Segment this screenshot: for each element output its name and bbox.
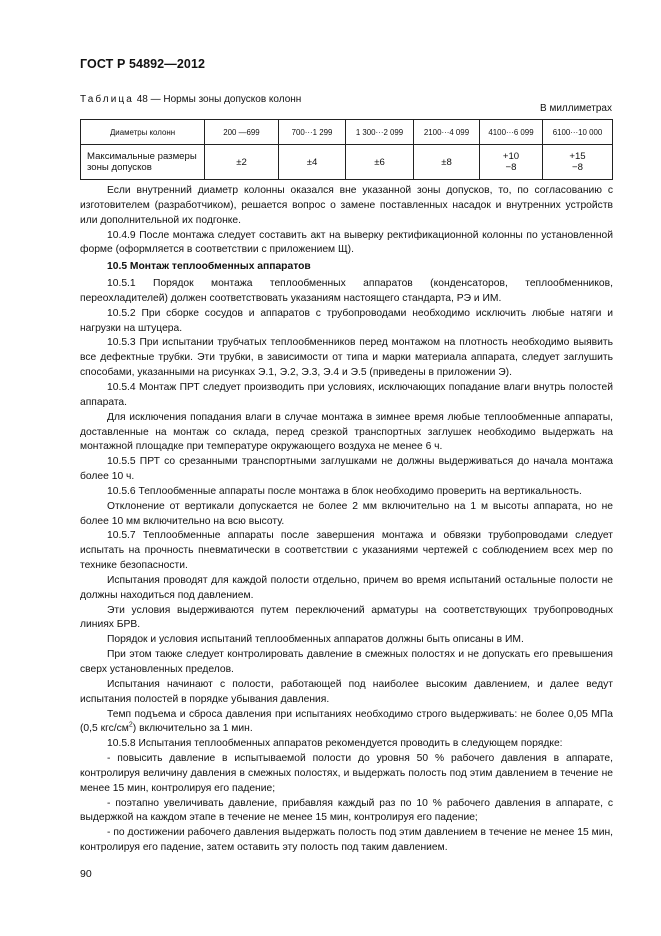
table-value-row (81, 145, 613, 180)
value-text: ±8 (441, 156, 452, 168)
paragraph: Испытания проводят для каждой полости отдельно, причем во время испытаний остальные полости не должны находиться под давлением. (80, 574, 613, 601)
value-text: −8 (505, 162, 517, 173)
paragraph: 10.5.8 Испытания теплообменных аппаратов рекомендуется проводить в следующем порядке: (107, 738, 563, 750)
paragraph-part: ) включительно за 1 мин. (132, 723, 253, 735)
list-item: - повысить давление в испытываемой полости до уровня 50 % рабочего давления в аппарате, контролируя величину давления в смежных полостях, и выдержать полость под этим давлением в течение не менее 15 мин, контролируя его падение; (80, 753, 613, 794)
list-item: - по достижении рабочего давления выдержать полость под этим давлением в течение не менее 15 мин, контролируя его падение, затем оставить эту полость под таким давлением. (80, 827, 613, 854)
paragraph: 10.4.9 После монтажа следует составить акт на выверку ректификационной колонны по установленной форме (оформляется в соответствии с приложением Щ). (80, 229, 613, 256)
value-cell (346, 145, 414, 180)
paragraph: Эти условия выдерживаются путем переключений арматуры на соответствующих трубопроводных линиях БРВ. (80, 604, 613, 631)
header-cell-range: 1 300···2 099 (346, 120, 414, 145)
paragraph: Порядок и условия испытаний теплообменных аппаратов должны быть описаны в ИМ. (107, 634, 524, 646)
paragraph: 10.5.3 При испытании трубчатых теплообменников перед монтажом на плотность необходимо выявить все дефектные трубки. Эти трубки, в зависимости от типа и марки материала аппарата, следует заглушить способами, указанными на рисунках Э.1, Э.2, Э.3, Э.4 и Э.5 (приведены в приложении Э). (80, 337, 613, 379)
value-cell (205, 145, 279, 180)
header-cell-range: 6100···10 000 (543, 120, 613, 145)
paragraph: 10.5.1 Порядок монтажа теплообменных аппаратов (конденсаторов, теплообменников, переохладителей) должен соответствовать указаниям настоящего стандарта, РЭ и ИМ. (80, 278, 613, 304)
table-caption-prefix: Таблица (80, 94, 134, 105)
value-cell (414, 145, 480, 180)
header-cell-label: Диаметры колонн (81, 120, 205, 145)
value-text: +15 (569, 151, 586, 162)
paragraph-part: Темп подъема и сброса давления при испытаниях необходимо строго выдерживать: не более 0,05 МПа (0,5 кгс/см (80, 708, 613, 735)
header-cell-range: 700···1 299 (279, 120, 346, 145)
table-units: В миллиметрах (540, 103, 612, 114)
value-text: ±4 (306, 156, 318, 168)
paragraph: Для исключения попадания влаги в случае монтажа в зимнее время любые теплообменные аппараты, доставленные на монтаж со склада, перед срезкой транспортных заглушек необходимо выдержать на монтажной площадке при температуре окружающего воздуха не менее 6 ч. (80, 411, 613, 453)
table-caption-text: 48 — Нормы зоны допусков колонн (133, 94, 302, 105)
paragraph: 10.5.5 ПРТ со срезанными транспортными заглушками не должны выдерживаться до начала монтажа более 10 ч. (80, 456, 613, 483)
paragraph: Если внутренний диаметр колонны оказался вне указанной зоны допусков, то, по согласованию с изготовителем (разработчиком), решается вопрос о замене поставленных насадок и внутренних устройств или дополнительной их подгонке. (80, 185, 613, 226)
row-label-line: зоны допусков (87, 162, 152, 173)
header-cell-range: 200 —699 (205, 120, 279, 145)
value-text: ±2 (236, 156, 247, 168)
value-cell (480, 145, 543, 180)
document-header: ГОСТ Р 54892—2012 (80, 57, 206, 71)
body-text (80, 184, 613, 856)
paragraph: Отклонение от вертикали допускается не более 2 мм включительно на 1 м высоты аппарата, но не более 10 мм включительно на всю высоту. (80, 500, 613, 527)
table-header-row (81, 120, 613, 145)
paragraph: 10.5.2 При сборке сосудов и аппаратов с трубопроводами необходимо исключить любые натяги и нагрузки на штуцера. (80, 307, 613, 334)
value-text: +10 (502, 151, 520, 162)
value-text: ±6 (374, 156, 385, 168)
paragraph: При этом также следует контролировать давление в смежных полостях и не допускать его превышения сверх установленных пределов. (80, 649, 613, 675)
header-cell-range: 2100···4 099 (414, 120, 480, 145)
paragraph: 10.5.6 Теплообменные аппараты после монтажа в блок необходимо проверить на вертикальность. (107, 485, 582, 497)
tolerance-table (80, 119, 613, 180)
section-heading: 10.5 Монтаж теплообменных аппаратов (107, 261, 311, 273)
list-item: - поэтапно увеличивать давление, прибавляя каждый раз по 10 % рабочего давления в аппарате, с выдержкой на каждом этапе в течение не менее 15 мин, контролируя его падение; (80, 797, 613, 824)
paragraph (80, 708, 613, 738)
paragraph: Испытания начинают с полости, работающей под наиболее высоким давлением, и далее ведут испытания полостей в порядке убывания давления. (80, 678, 613, 705)
value-text: −8 (572, 162, 583, 173)
page-number: 90 (80, 868, 92, 880)
paragraph: 10.5.7 Теплообменные аппараты после завершения монтажа и обвязки трубопроводами следует испытать на прочность пневматически в соответствии с указаниями чертежей с соблюдением всех мер по технике безопасности. (80, 530, 613, 572)
value-cell (543, 145, 613, 180)
header-cell-range: 4100···6 099 (480, 120, 543, 145)
table-caption (80, 94, 301, 105)
value-cell (279, 145, 346, 180)
superscript: 2 (128, 721, 133, 729)
row-label-cell (81, 145, 205, 180)
paragraph: 10.5.4 Монтаж ПРТ следует производить при условиях, исключающих попадание влаги внутрь полостей аппарата. (80, 381, 613, 408)
row-label-line: Максимальные размеры (87, 151, 197, 162)
